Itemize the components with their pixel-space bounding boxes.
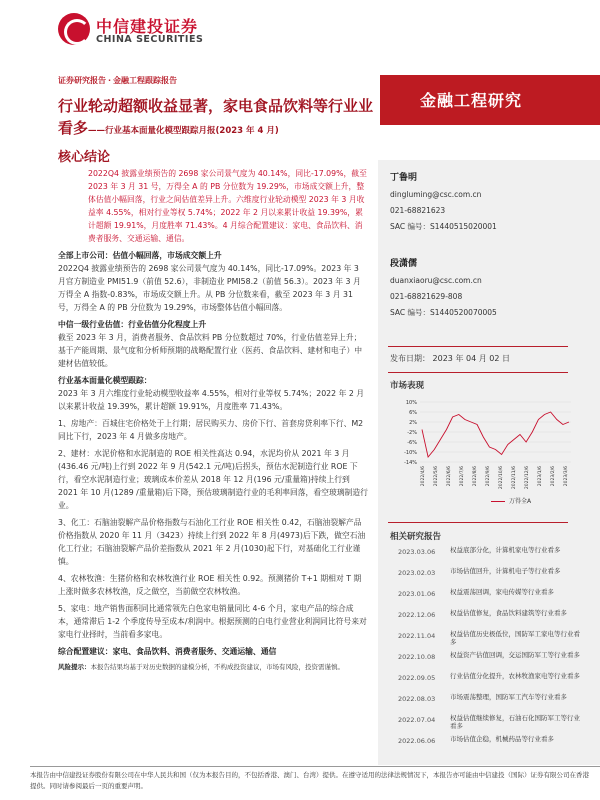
footer-divider — [30, 766, 600, 767]
banner-label: 金融工程研究 — [420, 91, 523, 110]
subsection-heading: 中信一级行业估值：行业估值分化程度上升 — [58, 320, 207, 329]
related-report-date: 2023.03.06 — [398, 548, 436, 556]
analyst-phone: 021-68821629-808 — [390, 292, 463, 301]
related-report-item[interactable] — [388, 588, 588, 609]
related-report-title: 权益估值修复，食品饮料建筑等行业看多 — [450, 609, 567, 617]
related-report-item[interactable] — [388, 546, 588, 567]
related-report-title: 市场估值回升，计算机电子等行业看多 — [450, 567, 561, 575]
related-report-item[interactable] — [388, 735, 588, 756]
related-report-date: 2022.10.08 — [398, 653, 436, 661]
legend-line-swatch — [491, 501, 505, 503]
related-report-date: 2022.09.05 — [398, 674, 436, 682]
footer-disclaimer: 本报告由中信建投证券股份有限公司在中华人民共和国（仅为本报告目的，不包括香港、澳门、台湾）提供。在遵守适用的法律法规情况下，本报告亦可能由中信建投（国际）证券有限公司在香港提供。同时请参阅最后一页的重要声明。 — [30, 771, 589, 790]
related-report-title: 权益震荡回调，家电传媒等行业看多 — [450, 588, 554, 596]
analyst-card — [390, 172, 497, 233]
breadcrumb-item: 金融工程跟踪报告 — [113, 76, 178, 85]
analyst-email[interactable]: duanxiaoru@csc.com.cn — [390, 276, 482, 285]
related-report-date: 2022.12.06 — [398, 611, 436, 619]
company-logo — [58, 13, 228, 47]
analyst-sac: SAC 编号：S1440515020001 — [390, 222, 497, 231]
related-report-date: 2022.11.04 — [398, 632, 436, 640]
research-banner — [380, 75, 600, 125]
report-title-main: 行业轮动超额收益显著，家电食品饮料等行业业看多 — [58, 97, 374, 137]
related-reports-title: 相关研究报告 — [390, 532, 442, 542]
breadcrumb-separator: · — [108, 76, 112, 85]
related-report-date: 2023.02.03 — [398, 569, 436, 577]
allocation-summary: 综合配置建议：家电、食品饮料、消费者服务、交通运输、通信 — [58, 647, 277, 656]
related-report-title: 权益底部分化，计算机家电等行业看多 — [450, 546, 561, 554]
y-tick-label: 6% — [409, 410, 417, 416]
sidebar — [378, 160, 600, 765]
analyst-email[interactable]: dingluming@csc.com.cn — [390, 190, 482, 199]
x-tick-label: 2023/3/6 — [564, 466, 569, 487]
related-report-item[interactable] — [388, 672, 588, 693]
related-report-item[interactable] — [388, 651, 588, 672]
chart-legend — [491, 496, 531, 505]
x-tick-label: 2022/12/6 — [525, 466, 530, 490]
industry-item: 5、家电：地产销售面积同比通常领先白色家电销量同比 4-6 个月，家电产品的综合成本，通常滞后 1-2 个季度传导至成本/利润中。根据预测的白电行业营业利润同比符号来对家电行业择时，当前看多家电。 — [58, 604, 367, 639]
related-report-title: 市场震荡整理，国防军工汽车等行业看多 — [450, 693, 567, 701]
related-report-date: 2022.07.04 — [398, 716, 436, 724]
body-blocks — [58, 249, 368, 658]
x-tick-label: 2022/6/6 — [447, 466, 452, 487]
subsection-heading: 全部上市公司：估值小幅回落，市场成交额上升 — [58, 251, 222, 260]
y-tick-label: -14% — [404, 460, 417, 466]
related-report-date: 2023.01.06 — [398, 590, 436, 598]
body-paragraph: 2022Q4 披露业绩预告的 2698 家公司景气度为 40.14%，同比-17.09%。2023 年 3 月官方制造业 PMI51.9（前值 52.6），非制造业 PMI58.2（前值 56.3）。2023 年 3 月万得全 A 指数-0.83%，市场成交额上升。从 PB 分位数来看，截至 2023 年 3 月 31 号，万得全 A 的 PB 分位数为 19.29%，市场整体估值小幅回落。 — [58, 264, 361, 312]
divider — [388, 522, 568, 523]
market-performance-chart — [396, 398, 576, 490]
x-tick-label: 2022/5/6 — [434, 466, 439, 487]
y-tick-label: 2% — [409, 420, 417, 426]
breadcrumb-item: 证券研究报告 — [58, 76, 106, 85]
x-tick-label: 2022/9/6 — [486, 466, 491, 487]
industry-item: 4、农林牧渔：生猪价格和农林牧渔行业 ROE 相关性 0.92。预测猪价 T+1 期相对 T 期上涨时做多农林牧渔，反之做空，当前做空农林牧渔。 — [58, 574, 362, 596]
logo-chinese-name: 中信建投证券 — [96, 17, 199, 36]
y-tick-label: -6% — [407, 440, 417, 446]
analyst-name: 段潇儒 — [390, 259, 418, 269]
industry-item: 2、建材：水泥价格和水泥制造的 ROE 相关性高达 0.94，水泥均价从 2021 年 3 月(436.46 元/吨)上行到 2022 年 9 月(542.1 元/吨)后拐头，预估水泥制造行业 ROE 下行，看空水泥制造行业；玻璃成本价差从 2018 年 12 月(196 元/重量箱)持续上行到 2021 年 10 月(1289 /重量箱)后下降，预估玻璃制造行业的毛利率回落，看空玻璃制造行业。 — [58, 449, 368, 510]
related-report-date: 2022.06.06 — [398, 737, 436, 745]
publish-date: 发布日期： 2023 年 04 月 02 日 — [390, 354, 510, 363]
abstract-paragraph: 2022Q4 披露业绩预告的 2698 家公司景气度为 40.14%，同比-17.09%，截至 2023 年 3 月 31 号，万得全 A 的 PB 分位数为 19.29%，市场成交额上升，整体估值小幅回落，行业之间估值差异上升。六维度行业轮动模型 2023 年 3 月收益率 4.55%，相对行业等权 5.74%；2022 年 2 月以来累计收益 19.39%，累计超额 19.91%，月度胜率 71.43%。4 月综合配置建议：家电、食品饮料、消费者服务、交通运输、通信。 — [88, 169, 367, 243]
y-tick-label: -2% — [407, 430, 417, 436]
related-report-item[interactable] — [388, 567, 588, 588]
risk-label: 风险提示： — [58, 663, 91, 671]
analyst-sac: SAC 编号：S1440520070005 — [390, 308, 497, 317]
risk-warning — [58, 662, 368, 672]
industry-item: 1、房地产：百城住宅价格处于上行期；居民购买力、房价下行、首套房贷利率下行、M2 同比下行，2023 年 4 月做多房地产。 — [58, 419, 364, 441]
related-report-item[interactable] — [388, 609, 588, 630]
body-paragraph: 2023 年 3 月六维度行业轮动模型收益率 4.55%，相对行业等权 5.74%；2022 年 2 月以来累计收益 19.39%，累计超额 19.91%，月度胜率 71.43%。 — [58, 389, 365, 411]
x-tick-label: 2022/4/6 — [421, 466, 426, 487]
logo-mark-icon — [58, 13, 90, 45]
related-report-date: 2022.08.03 — [398, 695, 436, 703]
x-tick-label: 2022/11/6 — [512, 466, 517, 490]
divider — [388, 372, 568, 373]
report-title — [58, 95, 376, 142]
related-reports-list — [388, 546, 588, 756]
divider — [388, 346, 568, 347]
x-tick-label: 2023/1/6 — [538, 466, 543, 487]
section-title: 核心结论 — [58, 150, 111, 165]
report-body — [58, 167, 368, 672]
market-performance-title: 市场表现 — [390, 381, 425, 391]
breadcrumb — [58, 75, 177, 86]
analyst-card — [390, 258, 497, 319]
subsection-heading: 行业基本面量化模型跟踪： — [58, 376, 152, 385]
body-paragraph: 截至 2023 年 3 月，消费者服务、食品饮料 PB 分位数超过 70%，行业估值差异上升；基于产能周期、景气度和分析师预期的战略配置行业（医药、食品饮料、建材和电子）中建材估值较低。 — [58, 333, 363, 368]
related-report-title: 权益估值历史极低位，国防军工家电等行业看多 — [450, 630, 580, 646]
related-report-title: 权益资产估值回调，交运国防军工等行业看多 — [450, 651, 580, 659]
legend-label: 万得全A — [509, 498, 532, 505]
analyst-phone: 021-68821623 — [390, 206, 446, 215]
risk-text: 本报告结果均基于对历史数据的建模分析，不构成投资建议，市场有风险，投资需谨慎。 — [90, 663, 344, 671]
x-tick-label: 2022/7/6 — [460, 466, 465, 487]
analyst-name: 丁鲁明 — [390, 173, 418, 183]
report-subtitle: ——行业基本面量化模型跟踪月报(2023 年 4 月) — [88, 126, 279, 136]
related-report-title: 行业估值分化提升，农林牧渔家电等行业看多 — [450, 672, 580, 680]
industry-item: 3、化工：石脑油裂解产品价格指数与石油化工行业 ROE 相关性 0.42，石脑油裂解产品价格指数从 2020 年 11 月（3423）持续上行到 2022 年 8 月(4973)后下跌，做空石油化工行业；石脑油裂解产品价差指数从 2021 年 2 月(1030)起下行，对基础化工行业谨慎。 — [58, 518, 366, 566]
x-tick-label: 2023/2/6 — [551, 466, 556, 487]
y-tick-label: 10% — [405, 400, 417, 406]
related-report-item[interactable] — [388, 693, 588, 714]
series-line-wind-a — [422, 412, 569, 457]
related-report-item[interactable] — [388, 714, 588, 735]
x-tick-label: 2022/8/6 — [473, 466, 478, 487]
logo-english-name: CHINA SECURITIES — [96, 34, 204, 45]
related-report-title: 权益估值继续修复，石油石化国防军工等行业看多 — [450, 714, 580, 730]
y-tick-label: -10% — [404, 450, 417, 456]
related-report-item[interactable] — [388, 630, 588, 651]
related-report-title: 市场估值企稳，机械药品等行业看多 — [450, 735, 554, 743]
x-tick-label: 2022/10/6 — [499, 466, 504, 490]
